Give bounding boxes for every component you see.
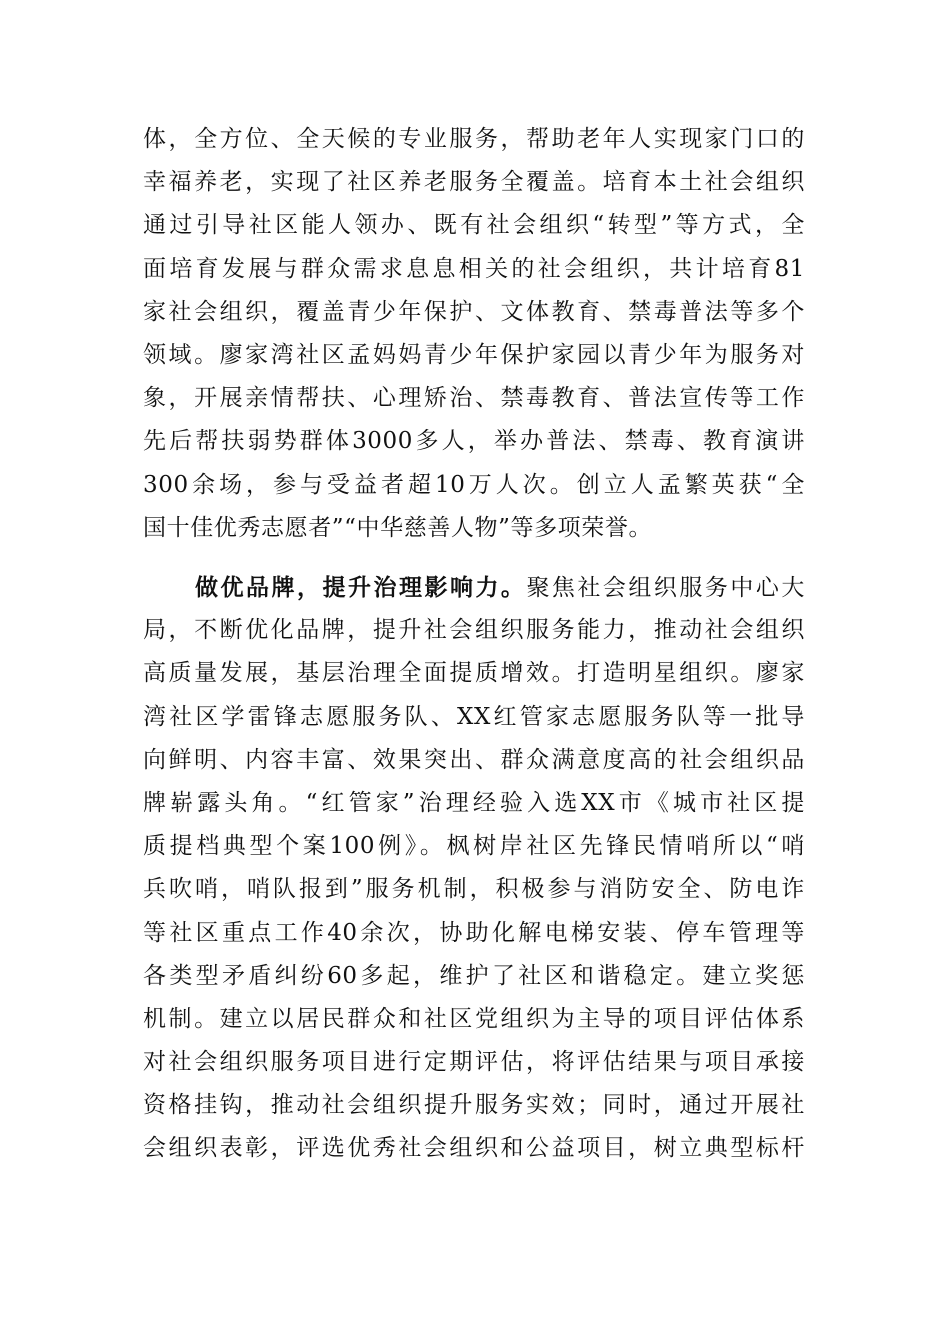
paragraph-line: 家社会组织，覆盖青少年保护、文体教育、禁毒普法等多个 xyxy=(143,298,805,325)
paragraph-line: 机制。建立以居民群众和社区党组织为主导的项目评估体系 xyxy=(143,1005,805,1032)
paragraph-line: 先后帮扶弱势群体3000多人，举办普法、禁毒、教育演讲 xyxy=(143,428,805,455)
paragraph-line: 通过引导社区能人领办、既有社会组织“转型”等方式，全 xyxy=(143,212,805,239)
paragraph-line: 牌崭露头角。“红管家”治理经验入选XX市《城市社区提 xyxy=(143,789,805,816)
paragraph-brand-building xyxy=(143,566,805,1171)
paragraph-line: 国十佳优秀志愿者”“中华慈善人物”等多项荣誉。 xyxy=(143,514,653,541)
paragraph-line: 各类型矛盾纠纷60多起，维护了社区和谐稳定。建立奖惩 xyxy=(143,962,805,989)
paragraph-line: 向鲜明、内容丰富、效果突出、群众满意度高的社会组织品 xyxy=(143,746,805,773)
paragraph-line: 300余场，参与受益者超10万人次。创立人孟繁英获“全 xyxy=(143,471,805,498)
paragraph-line: 对社会组织服务项目进行定期评估，将评估结果与项目承接 xyxy=(143,1049,805,1076)
paragraph-first-line-text: 聚焦社会组织服务中心大 xyxy=(526,575,805,601)
paragraph-first-line xyxy=(143,566,805,609)
paragraph-line: 领域。廖家湾社区孟妈妈青少年保护家园以青少年为服务对 xyxy=(143,341,805,368)
paragraph-line: 象，开展亲情帮扶、心理矫治、禁毒教育、普法宣传等工作 xyxy=(143,385,805,412)
paragraph-line: 面培育发展与群众需求息息相关的社会组织，共计培育81 xyxy=(143,255,805,282)
paragraph-line: 高质量发展，基层治理全面提质增效。打造明星组织。廖家 xyxy=(143,660,805,687)
paragraph-line: 会组织表彰，评选优秀社会组织和公益项目，树立典型标杆 xyxy=(143,1135,805,1162)
paragraph-line: 幸福养老，实现了社区养老服务全覆盖。培育本土社会组织 xyxy=(143,169,805,196)
paragraph-line: 体，全方位、全天候的专业服务，帮助老年人实现家门口的 xyxy=(143,126,805,152)
paragraph-line: 局，不断优化品牌，提升社会组织服务能力，推动社会组织 xyxy=(143,617,805,644)
section-heading: 做优品牌，提升治理影响力。 xyxy=(195,574,527,601)
paragraph-line: 湾社区学雷锋志愿服务队、XX红管家志愿服务队等一批导 xyxy=(143,703,805,730)
paragraph-line: 兵吹哨，哨队报到”服务机制，积极参与消防安全、防电诈 xyxy=(143,876,805,903)
paragraph-line: 质提档典型个案100例》。枫树岸社区先锋民情哨所以“哨 xyxy=(143,833,805,860)
paragraph-elderly-care-and-social-organizations xyxy=(143,118,805,550)
paragraph-line: 资格挂钩，推动社会组织提升服务实效；同时，通过开展社 xyxy=(143,1092,805,1119)
paragraph-line: 等社区重点工作40余次，协助化解电梯安装、停车管理等 xyxy=(143,919,805,946)
